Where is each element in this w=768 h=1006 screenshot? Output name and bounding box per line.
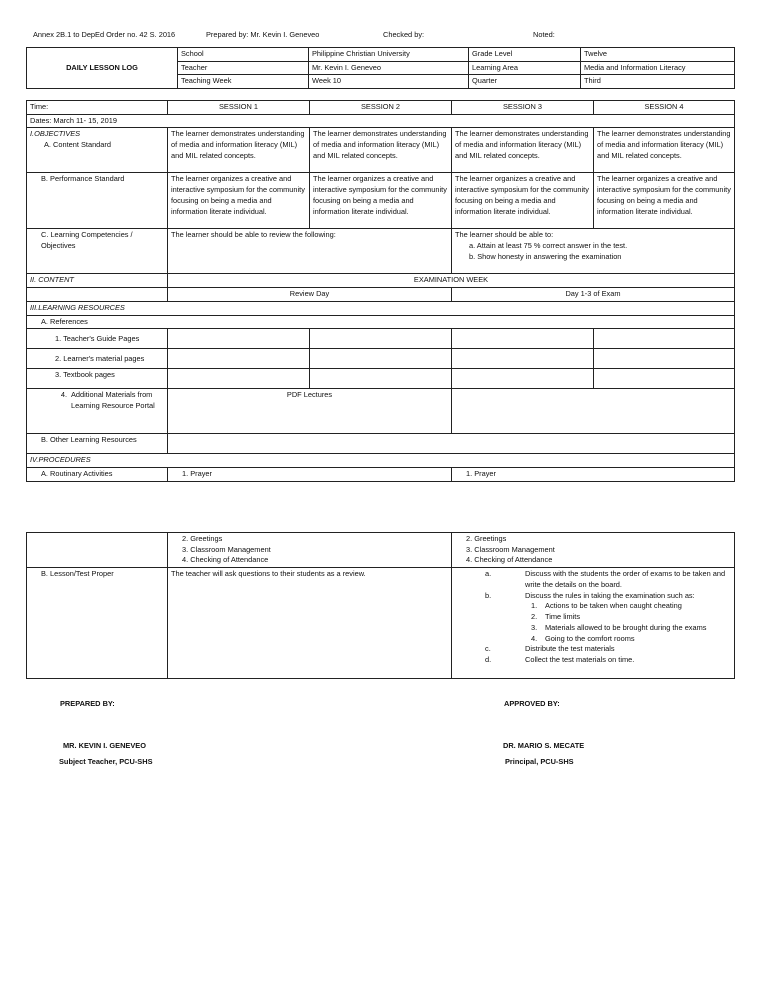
review-day-label: Review Day: [168, 288, 452, 302]
rule-marker: 2.: [531, 612, 538, 622]
routine-item: 4. Checking of Attendance: [182, 555, 269, 565]
teacher-label: Teacher: [178, 61, 309, 75]
session-1-header: SESSION 1: [168, 101, 310, 115]
performance-standard-s2: The learner organizes a creative and interactive symposium for the community focusing on being a media and information literate individual.: [310, 173, 452, 229]
exam-step-text: Discuss with the students the order of exams to be taken and write the details on the board.: [525, 569, 726, 589]
other-resources-label: B. Other Learning Resources: [27, 434, 168, 454]
annex-reference: Annex 2B.1 to DepEd Order no. 42 S. 2016: [33, 30, 176, 39]
exam-step-marker: b.: [485, 590, 492, 600]
teaching-week-label: Teaching Week: [178, 75, 309, 89]
dates-row: Dates: March 11- 15, 2019: [27, 114, 735, 128]
preparer-role: Subject Teacher, PCU-SHS: [59, 757, 153, 766]
learning-resources-heading: III.LEARNING RESOURCES: [27, 301, 735, 315]
exam-step-text: Discuss the rules in taking the examination such as:: [525, 590, 695, 600]
exam-week-label: EXAMINATION WEEK: [168, 274, 735, 288]
checked-by-header: Checked by:: [383, 30, 425, 39]
competencies-review: The learner should be able to review the following:: [168, 229, 452, 274]
routine-list-exam: [452, 533, 735, 568]
objectives-heading: I.OBJECTIVES: [30, 129, 81, 139]
learning-area-value: Media and Information Literacy: [581, 61, 735, 75]
performance-standard-label: B. Performance Standard: [27, 173, 168, 229]
rule-text: Actions to be taken when caught cheating: [545, 601, 682, 611]
additional-materials-cell: [27, 389, 168, 434]
routine-item: 4. Checking of Attendance: [466, 555, 553, 565]
prayer-review: 1. Prayer: [168, 468, 452, 482]
exam-step-marker: c.: [485, 644, 491, 654]
learning-area-label: Learning Area: [469, 61, 581, 75]
lesson-proper-label: B. Lesson/Test Proper: [27, 568, 168, 679]
procedures-table: [26, 532, 735, 679]
routine-item: 2. Greetings: [466, 534, 507, 543]
teaching-week-value: Week 10: [309, 75, 469, 89]
content-standard-s4: The learner demonstrates understanding of media and information literacy (MIL) and MIL related concepts.: [594, 128, 735, 173]
rule-marker: 1.: [531, 601, 538, 611]
school-value: Philippine Christian University: [309, 48, 469, 62]
competency-item: a. Attain at least 75 % correct answer in the test.: [469, 241, 628, 251]
approver-name: DR. MARIO S. MECATE: [503, 741, 585, 750]
daily-lesson-log-title: DAILY LESSON LOG: [27, 48, 178, 89]
performance-standard-s1: The learner organizes a creative and interactive symposium for the community focusing on being a media and information literate individual.: [168, 173, 310, 229]
content-standard-label: A. Content Standard: [44, 140, 111, 150]
learners-material-label: 2. Learner's material pages: [27, 349, 168, 369]
routinary-label: A. Routinary Activities: [27, 468, 168, 482]
exam-step-marker: a.: [485, 569, 492, 579]
grade-value: Twelve: [581, 48, 735, 62]
school-label: School: [178, 48, 309, 62]
prepared-by-label: PREPARED BY:: [60, 699, 115, 708]
grade-label: Grade Level: [469, 48, 581, 62]
routine-list-review: [168, 533, 452, 568]
rule-text: Time limits: [545, 612, 581, 622]
noted-header: Noted:: [533, 30, 555, 39]
prepared-by-header: Prepared by: Mr. Kevin I. Geneveo: [206, 30, 320, 39]
info-table: [26, 47, 735, 89]
performance-standard-s4: The learner organizes a creative and interactive symposium for the community focusing on being a media and information literate individual.: [594, 173, 735, 229]
exam-step-text: Distribute the test materials: [525, 644, 615, 654]
session-3-header: SESSION 3: [452, 101, 594, 115]
procedures-heading: IV.PROCEDURES: [27, 454, 735, 468]
preparer-name: MR. KEVIN I. GENEVEO: [63, 741, 146, 750]
pdf-lectures: PDF Lectures: [168, 389, 452, 434]
rule-marker: 4.: [531, 633, 538, 643]
rule-marker: 3.: [531, 622, 538, 632]
review-text: The teacher will ask questions to their students as a review.: [168, 568, 452, 679]
approver-role: Principal, PCU-SHS: [505, 757, 574, 766]
quarter-label: Quarter: [469, 75, 581, 89]
exam-step-text: Collect the test materials on time.: [525, 655, 635, 665]
session-2-header: SESSION 2: [310, 101, 452, 115]
routine-item: 3. Classroom Management: [182, 544, 271, 554]
rule-text: Going to the comfort rooms: [545, 633, 635, 643]
competency-item: b. Show honesty in answering the examination: [469, 251, 622, 261]
competencies-exam: [452, 229, 735, 274]
exam-steps: [452, 568, 735, 679]
content-standard-s1: The learner demonstrates understanding of media and information literacy (MIL) and MIL related concepts.: [168, 128, 310, 173]
content-standard-s2: The learner demonstrates understanding of media and information literacy (MIL) and MIL related concepts.: [310, 128, 452, 173]
textbook-label: 3. Textbook pages: [27, 369, 168, 389]
exam-days-label: Day 1-3 of Exam: [452, 288, 735, 302]
objectives-cell: [27, 128, 168, 173]
competencies-exam-intro: The learner should be able to:: [455, 230, 554, 240]
rule-text: Materials allowed to be brought during the exams: [545, 622, 707, 632]
time-label: Time:: [27, 101, 168, 115]
teachers-guide-label: 1. Teacher's Guide Pages: [27, 329, 168, 349]
content-blank: [27, 288, 168, 302]
content-heading: II. CONTENT: [27, 274, 168, 288]
routine-item: 3. Classroom Management: [466, 544, 555, 554]
routine-item: 2. Greetings: [182, 534, 223, 543]
session-4-header: SESSION 4: [594, 101, 735, 115]
references-label: A. References: [27, 315, 735, 329]
content-standard-s3: The learner demonstrates understanding of media and information literacy (MIL) and MIL related concepts.: [452, 128, 594, 173]
prayer-exam: 1. Prayer: [452, 468, 735, 482]
competencies-label: C. Learning Competencies / Objectives: [27, 229, 168, 274]
additional-materials-number: 4.: [60, 390, 67, 400]
teacher-value: Mr. Kevin I. Geneveo: [309, 61, 469, 75]
quarter-value: Third: [581, 75, 735, 89]
exam-step-marker: d.: [485, 655, 492, 665]
lesson-log-table: [26, 100, 735, 482]
approved-by-label: APPROVED BY:: [504, 699, 560, 708]
additional-materials-label: Additional Materials from Learning Resource Portal: [71, 390, 155, 411]
performance-standard-s3: The learner organizes a creative and interactive symposium for the community focusing on being a media and information literate individual.: [452, 173, 594, 229]
